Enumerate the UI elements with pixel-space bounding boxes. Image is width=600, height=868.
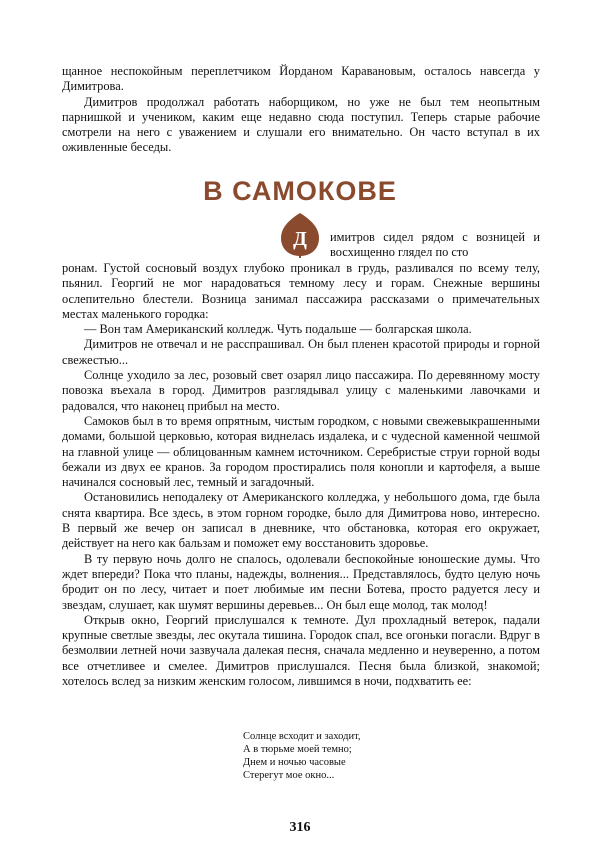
dropcap-first-line: имитров сидел рядом с возницей и восхищенно глядел по сто bbox=[330, 230, 540, 260]
chapter-title: В САМОКОВЕ bbox=[203, 176, 397, 206]
chapter-paragraph-7: В ту первую ночь долго не спалось, одолевали беспокойные юношеские думы. Что ждет впереди? Пока что планы, надежды, волнения... Представлялось, будто целую ночь бродит он по лесу, читает и поет любимые им песни Ботева, просто радуется лесу и звездам, слушает, как шумят вершины деревьев... Он был еще молод, так молод! bbox=[62, 551, 540, 612]
song-verse bbox=[243, 730, 361, 782]
intro-paragraph-1: щанное неспокойным переплетчиком Йорданом Каравановым, осталось навсегда у Димитрова. bbox=[62, 64, 540, 94]
intro-text bbox=[62, 64, 540, 156]
dropcap-letter: Д bbox=[293, 228, 307, 250]
verse-line: Днем и ночью часовые bbox=[243, 757, 346, 768]
dropcap-leaf-icon bbox=[278, 212, 322, 258]
chapter-paragraph-6: Остановились неподалеку от Американского колледжа, у небольшого дома, где была снята квартира. Все здесь, в этом горном городке, было для Димитрова ново, интересно. В первый же вечер он записал в дневнике, что обстановка, которая его окружает, действует на него как бальзам и поможет ему восстановить здоровье. bbox=[62, 490, 540, 551]
chapter-body bbox=[62, 261, 540, 689]
page-number: 316 bbox=[289, 820, 311, 835]
verse-line: А в тюрьме моей темно; bbox=[243, 744, 352, 755]
verse-line: Солнце всходит и заходит, bbox=[243, 731, 361, 742]
chapter-paragraph-5: Самоков был в то время опрятным, чистым городком, с новыми свежевыкрашенными домами, большой церковью, которая виднелась издалека, и с чудесной каменной чешмой на главной улице — облицованным камнем источником. Серебристые струи горной воды бежали из двух ее кранов. За городом простирались поля конопли и картофеля, а выше начинался сосновый лес, темный и загадочный. bbox=[62, 413, 540, 490]
intro-paragraph-2: Димитров продолжал работать наборщиком, но уже не был тем неопытным парнишкой и учеником, каким еще недавно сюда поступил. Теперь старые рабочие смотрели на него с уважением и слушали его внимательно. Он часто вступал в их оживленные беседы. bbox=[62, 94, 540, 155]
verse-line: Стерегут мое окно... bbox=[243, 770, 335, 781]
chapter-paragraph-2: — Вон там Американский колледж. Чуть подальше — болгарская школа. bbox=[84, 322, 472, 337]
chapter-paragraph-3: Димитров не отвечал и не расспрашивал. Он был пленен красотой природы и горной свежестью... bbox=[62, 337, 540, 367]
chapter-paragraph-1: ронам. Густой сосновый воздух глубоко проникал в грудь, разливался по всему телу, пьянил. Георгий не мог нарадоваться темному лесу и горам. Снежные вершины ослепительно блестели. Возница занимал пассажира рассказами о примечательных местах маленького городка: bbox=[62, 261, 540, 321]
chapter-paragraph-8: Открыв окно, Георгий прислушался к темноте. Дул прохладный ветерок, падали крупные светлые звезды, лес окутала тишина. Городок спал, все огоньки погасли. Вдруг в безмолвии летней ночи зазвучала далекая песня, сначала медленно и неуверенно, а потом все отчетливее и смелее. Димитров прислушался. Песня была близкой, знакомой; хотелось вслед за низким женским голосом, лившимся в ночи, подхватить ее: bbox=[62, 612, 540, 689]
chapter-paragraph-4: Солнце уходило за лес, розовый свет озарял лицо пассажира. По деревянному мосту повозка въехала в город. Димитров разглядывал улицу с маленькими лавочками и радовался, что наконец прибыл на место. bbox=[62, 368, 540, 413]
